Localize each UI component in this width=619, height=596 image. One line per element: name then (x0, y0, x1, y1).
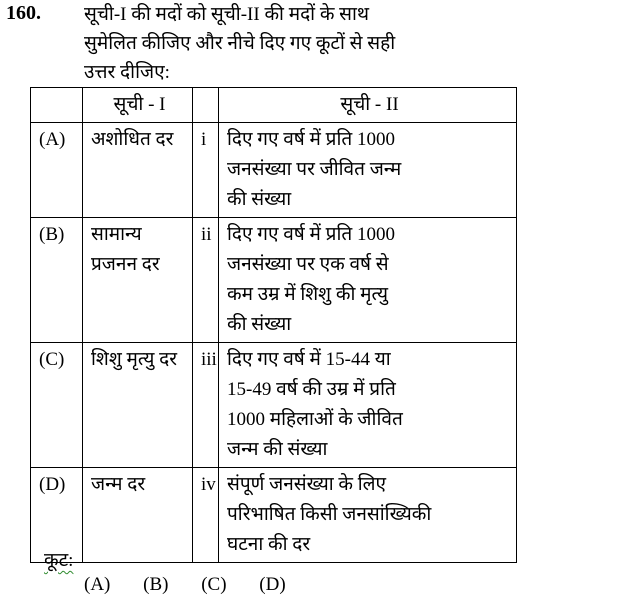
codes-header: (A) (B) (C) (D) (84, 574, 286, 595)
description-line: की संख्या (227, 189, 292, 210)
question-number: 160. (6, 2, 41, 24)
question-line: उत्तर दीजिए: (84, 62, 170, 83)
table-row (31, 468, 517, 563)
table-row (31, 218, 517, 343)
table-row (31, 343, 517, 468)
description-line: दिए गए वर्ष में प्रति 1000 (227, 129, 395, 150)
row-letter: (B) (31, 218, 83, 343)
description-line: कम उम्र में शिशु की मृत्यु (227, 284, 389, 305)
row-letter: (D) (31, 468, 83, 563)
description-line: दिए गए वर्ष में 15-44 या (227, 349, 391, 370)
row-code: iv (193, 468, 219, 563)
row-code: iii (193, 343, 219, 468)
question-text (84, 0, 524, 87)
row-code: i (193, 123, 219, 218)
row-letter: (A) (31, 123, 83, 218)
row-letter: (C) (31, 343, 83, 468)
question-line: सूची-I की मदों को सूची-II की मदों के साथ (84, 4, 370, 25)
row-description (219, 218, 517, 343)
row-item: सामान्य प्रजनन दर (83, 218, 193, 343)
description-line: 15-49 वर्ष की उम्र में प्रति (227, 379, 396, 400)
row-item: शिशु मृत्यु दर (83, 343, 193, 468)
match-table (30, 87, 517, 563)
row-code: ii (193, 218, 219, 343)
question-line: सुमेलित कीजिए और नीचे दिए गए कूटों से सही (84, 33, 396, 54)
description-line: परिभाषित किसी जनसांख्यिकी (227, 504, 432, 525)
table-row (31, 123, 517, 218)
header-list-1: सूची - I (83, 88, 193, 123)
codes-label (44, 546, 73, 572)
header-list-2: सूची - II (219, 88, 517, 123)
header-blank-cell (193, 88, 219, 123)
row-item: अशोधित दर (83, 123, 193, 218)
description-line: जनसंख्या पर जीवित जन्म (227, 159, 402, 180)
table-header-row (31, 88, 517, 123)
description-line: 1000 महिलाओं के जीवित (227, 409, 403, 430)
row-description (219, 468, 517, 563)
row-description (219, 343, 517, 468)
description-line: संपूर्ण जनसंख्या के लिए (227, 474, 387, 495)
codes-label-text: कूट: (44, 550, 74, 571)
description-line: दिए गए वर्ष में प्रति 1000 (227, 224, 395, 245)
row-description (219, 123, 517, 218)
description-line: की संख्या (227, 314, 292, 335)
row-item: जन्म दर (83, 468, 193, 563)
description-line: जनसंख्या पर एक वर्ष से (227, 254, 389, 275)
description-line: जन्म की संख्या (227, 439, 328, 460)
header-blank-cell (31, 88, 83, 123)
description-line: घटना की दर (227, 534, 311, 555)
